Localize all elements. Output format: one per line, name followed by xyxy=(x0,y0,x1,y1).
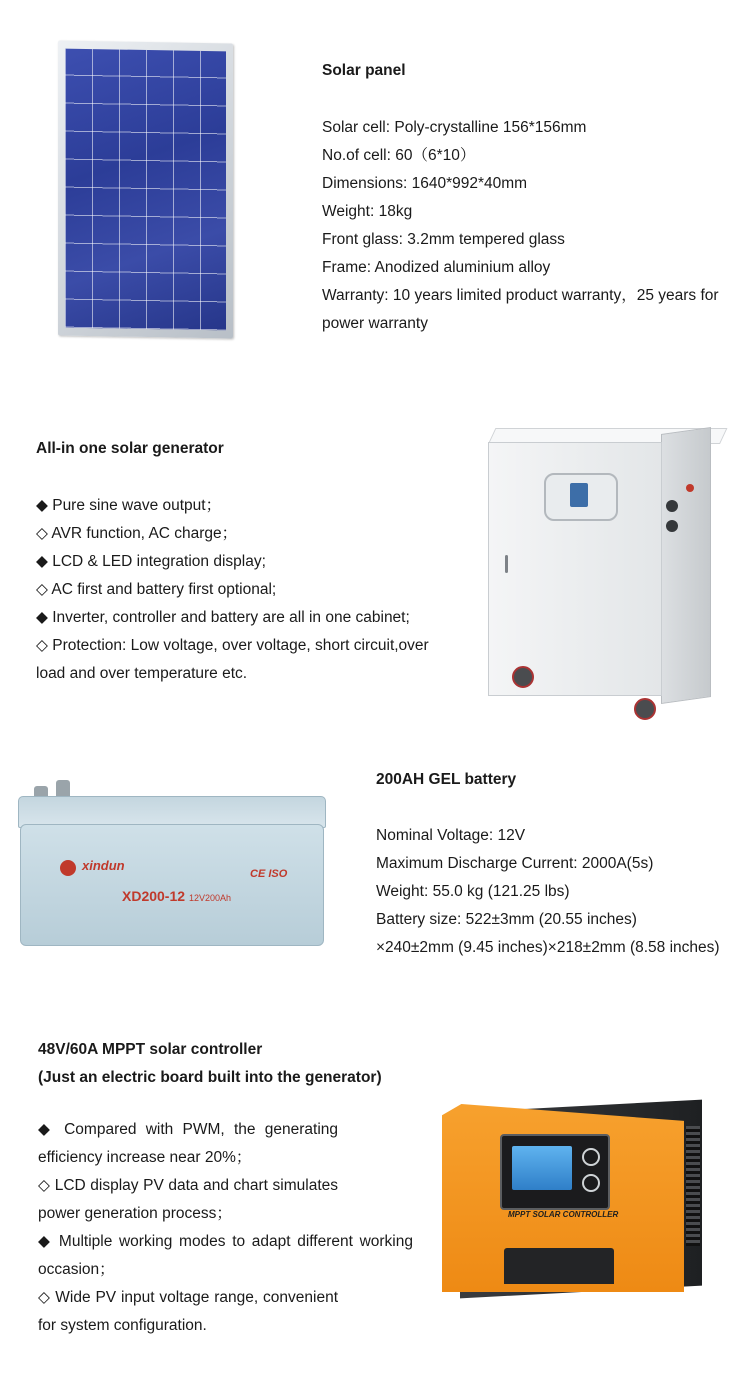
feature-item: ◆ Inverter, controller and battery are all in one cabinet; xyxy=(36,609,410,626)
battery-body xyxy=(20,824,324,946)
feature-item: ◆ Pure sine wave output； xyxy=(36,497,222,514)
feature-item: ◇ AC first and battery first optional; xyxy=(36,581,277,598)
controller-vent xyxy=(686,1126,700,1246)
controller-device-label: MPPT SOLAR CONTROLLER xyxy=(508,1210,619,1219)
socket-icon xyxy=(666,500,678,512)
generator-title: All-in one solar generator xyxy=(36,440,224,457)
solar-panel-specs xyxy=(322,114,742,338)
warranty-text: Warranty: 10 years limited product warranty，25 years for power warranty xyxy=(322,287,719,332)
socket-icon xyxy=(666,520,678,532)
breaker-icon xyxy=(686,484,694,492)
controller-terminal-slot xyxy=(504,1248,614,1284)
spec-line: Frame: Anodized aluminium alloy xyxy=(322,259,551,276)
battery-model-number: XD200-12 xyxy=(122,888,186,904)
gel-battery-image xyxy=(12,778,332,948)
spec-line: ×240±2mm (9.45 inches)×218±2mm (8.58 inches) xyxy=(376,939,720,956)
lcd-screen xyxy=(512,1146,572,1190)
battery-model xyxy=(122,888,231,904)
wheel-icon xyxy=(634,698,656,720)
solar-cell-grid xyxy=(65,49,226,331)
spec-line: No.of cell: 60（6*10） xyxy=(322,147,476,164)
cabinet-side-panel xyxy=(661,427,711,704)
feature-item: ◇ LCD display PV data and chart simulates power generation process； xyxy=(38,1177,338,1222)
solar-panel-title: Solar panel xyxy=(322,62,406,79)
wheel-icon xyxy=(512,666,534,688)
feature-item: ◇ Wide PV input voltage range, convenient for system configuration. xyxy=(38,1289,338,1334)
cabinet-front xyxy=(488,442,662,696)
spec-line: Weight: 18kg xyxy=(322,203,413,220)
spec-line: Front glass: 3.2mm tempered glass xyxy=(322,231,565,248)
battery-specs xyxy=(376,822,741,962)
battery-brand: xindun xyxy=(82,858,125,873)
battery-certs: CE ISO xyxy=(250,868,288,880)
solar-generator-cabinet-image xyxy=(480,428,728,718)
spec-line: Battery size: 522±3mm (20.55 inches) xyxy=(376,911,637,928)
spec-line: Nominal Voltage: 12V xyxy=(376,827,526,844)
spec-line: Maximum Discharge Current: 2000A(5s) xyxy=(376,855,654,872)
cabinet-handle xyxy=(505,555,508,573)
battery-title: 200AH GEL battery xyxy=(376,771,517,788)
brand-logo-icon xyxy=(60,860,76,876)
feature-item: ◆ Multiple working modes to adapt different working occasion； xyxy=(38,1233,413,1278)
spec-line: Weight: 55.0 kg (121.25 lbs) xyxy=(376,883,570,900)
mppt-controller-image xyxy=(442,1096,704,1296)
controller-title xyxy=(38,1036,382,1092)
controller-features xyxy=(38,1116,413,1340)
generator-features xyxy=(36,492,456,688)
solar-panel-image xyxy=(58,40,233,338)
spec-line: Dimensions: 1640*992*40mm xyxy=(322,175,528,192)
feature-item: ◆ Compared with PWM, the generating efficiency increase near 20%； xyxy=(38,1121,338,1166)
controller-subtitle: (Just an electric board built into the generator) xyxy=(38,1069,382,1086)
feature-item: ◆ LCD & LED integration display; xyxy=(36,553,266,570)
power-button-icon xyxy=(582,1174,600,1192)
cabinet-display xyxy=(544,473,618,521)
controller-display-panel xyxy=(500,1134,610,1210)
spec-line: Solar cell: Poly-crystalline 156*156mm xyxy=(322,119,587,136)
protection-feature: ◇ Protection: Low voltage, over voltage, short circuit,over load and over temperature etc. xyxy=(36,637,429,682)
battery-rating: 12V200Ah xyxy=(188,893,231,903)
feature-item: ◇ AVR function, AC charge； xyxy=(36,525,238,542)
menu-button-icon xyxy=(582,1148,600,1166)
controller-title-line: 48V/60A MPPT solar controller xyxy=(38,1041,263,1058)
